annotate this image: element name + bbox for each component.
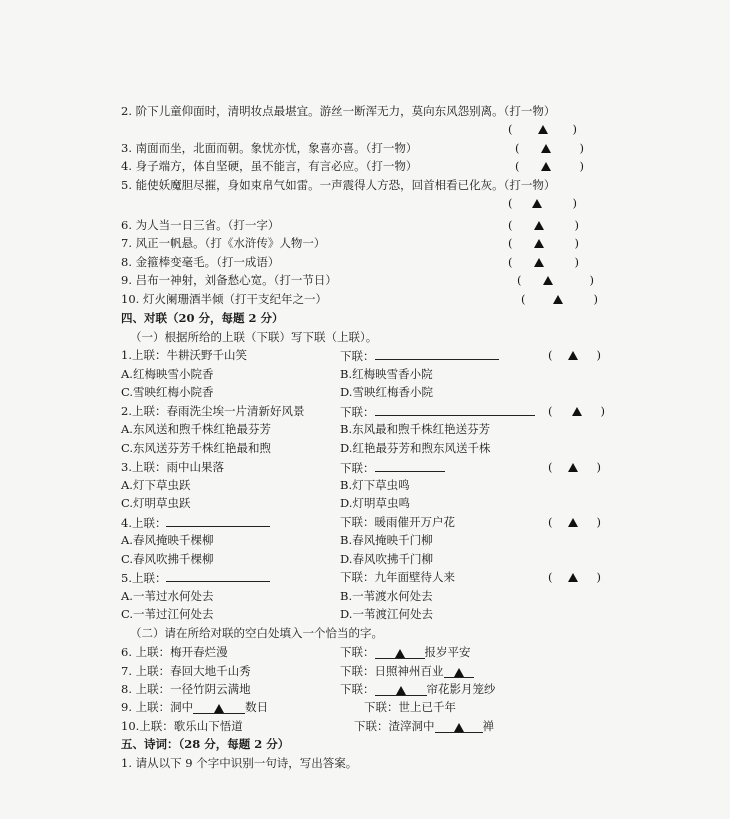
riddle-4: 4. 身子端方，体自坚硬，虽不能言，有言必应。（打一物） xyxy=(121,159,418,173)
choice-slot-2[interactable]: ( ) xyxy=(548,404,605,418)
answer-slot-8[interactable]: ( ) xyxy=(508,255,579,269)
triangle-icon xyxy=(568,463,578,472)
option-1a: A.红梅映雪小院香 xyxy=(121,367,214,381)
riddle-3: 3. 南面而坐，北面而朝。象忧亦忧，象喜亦喜。（打一物） xyxy=(121,141,418,155)
fill-7-lower[interactable]: 下联：日照神州百业 xyxy=(340,664,474,678)
fill-blank[interactable] xyxy=(444,665,474,678)
option-4b: B.春风掩映千门柳 xyxy=(340,533,433,547)
fill-blank[interactable] xyxy=(193,701,245,714)
couplet-5-given: 下联：九年面壁待人来 xyxy=(340,570,455,584)
triangle-icon xyxy=(534,221,544,230)
couplet-2-prompt: 2.上联：春雨洗尘埃一片清新好风景 xyxy=(121,404,305,418)
answer-slot-10[interactable]: ( ) xyxy=(521,292,598,306)
couplet-5-prompt[interactable]: 5.上联： xyxy=(121,570,270,585)
answer-slot-7[interactable]: ( ) xyxy=(508,236,579,250)
triangle-icon xyxy=(534,258,544,267)
riddle-7: 7. 风正一帆悬。（打《水浒传》人物一） xyxy=(121,236,326,250)
triangle-icon xyxy=(541,144,551,153)
triangle-icon xyxy=(568,351,578,360)
triangle-icon xyxy=(396,686,406,695)
option-5c: C.一苇过江何处去 xyxy=(121,607,214,621)
triangle-icon xyxy=(214,704,224,713)
couplet-2-answer[interactable]: 下联： xyxy=(340,404,535,419)
triangle-icon xyxy=(395,649,405,658)
fill-10-lower[interactable]: 下联：渣滓洞中 禅 xyxy=(354,719,494,733)
answer-slot-9[interactable]: ( ) xyxy=(517,273,594,287)
answer-slot-2[interactable]: ( ) xyxy=(508,122,577,136)
fill-6-upper: 6. 上联：梅开春烂漫 xyxy=(121,645,228,659)
choice-slot-3[interactable]: ( ) xyxy=(548,460,601,474)
couplet-4-prompt[interactable]: 4.上联： xyxy=(121,515,270,530)
option-4c: C.春风吹拂千棵柳 xyxy=(121,552,214,566)
riddle-9: 9. 吕布一神射，刘备愁心宽。（打一节日） xyxy=(121,273,337,287)
section4-heading: 四、对联（20 分，每题 2 分） xyxy=(121,311,284,325)
answer-slot-5[interactable]: ( ) xyxy=(508,196,577,210)
option-2c: C.东风送芬芳千株红艳最和煦 xyxy=(121,441,272,455)
option-3a: A.灯下草虫跃 xyxy=(121,478,191,492)
choice-slot-1[interactable]: ( ) xyxy=(548,348,601,362)
triangle-icon xyxy=(538,125,548,134)
answer-blank[interactable] xyxy=(375,460,445,472)
triangle-icon xyxy=(541,162,551,171)
fill-10-upper: 10.上联：歌乐山下悟道 xyxy=(121,719,243,733)
triangle-icon xyxy=(543,276,553,285)
choice-slot-5[interactable]: ( ) xyxy=(548,570,601,584)
fill-9-lower: 下联：世上已千年 xyxy=(364,700,456,714)
answer-slot-3[interactable]: ( ) xyxy=(515,141,584,155)
riddle-2: 2. 阶下儿童仰面时，清明妆点最堪宜。游丝一断浑无力，莫向东风怨别离。（打一物） xyxy=(121,104,556,118)
couplet-1-prompt: 1.上联：牛耕沃野千山笑 xyxy=(121,348,247,362)
triangle-icon xyxy=(454,723,464,732)
triangle-icon xyxy=(534,239,544,248)
fill-7-upper: 7. 上联：春回大地千山秀 xyxy=(121,664,251,678)
answer-blank[interactable] xyxy=(375,348,499,360)
option-3d: D.灯明草虫鸣 xyxy=(340,496,410,510)
option-5d: D.一苇渡江何处去 xyxy=(340,607,433,621)
fill-blank[interactable] xyxy=(375,683,427,696)
answer-slot-4[interactable]: ( ) xyxy=(515,159,584,173)
option-5a: A.一苇过水何处去 xyxy=(121,589,214,603)
fill-6-lower[interactable]: 下联： 报岁平安 xyxy=(340,645,471,659)
option-1b: B.红梅映雪香小院 xyxy=(340,367,433,381)
fill-blank[interactable] xyxy=(375,646,425,659)
choice-slot-4[interactable]: ( ) xyxy=(548,515,601,529)
section5-heading: 五、诗词：（28 分，每题 2 分） xyxy=(121,737,290,751)
option-2a: A.东风送和煦千株红艳最芬芳 xyxy=(121,422,271,436)
option-5b: B.一苇渡水何处去 xyxy=(340,589,433,603)
couplet-3-prompt: 3.上联：雨中山果落 xyxy=(121,460,224,474)
couplet-3-answer[interactable]: 下联： xyxy=(340,460,445,475)
couplet-4-given: 下联：暖雨催开万户花 xyxy=(340,515,455,529)
option-2b: B.东风最和煦千株红艳送芬芳 xyxy=(340,422,491,436)
couplet-1-answer[interactable]: 下联： xyxy=(340,348,499,363)
riddle-6: 6. 为人当一日三省。（打一字） xyxy=(121,218,280,232)
fill-blank[interactable] xyxy=(435,720,483,733)
option-4a: A.春风掩映千棵柳 xyxy=(121,533,214,547)
answer-blank[interactable] xyxy=(166,515,270,527)
fill-8-upper: 8. 上联：一径竹阴云满地 xyxy=(121,682,251,696)
answer-blank[interactable] xyxy=(166,570,270,582)
option-3c: C.灯明草虫跃 xyxy=(121,496,191,510)
option-1c: C.雪映红梅小院香 xyxy=(121,385,214,399)
triangle-icon xyxy=(572,407,582,416)
option-4d: D.春风吹拂千门柳 xyxy=(340,552,433,566)
riddle-10: 10. 灯火阑珊酒半倾（打干支纪年之一） xyxy=(121,292,327,306)
riddle-5: 5. 能使妖魔胆尽摧，身如束帛气如雷。一声震得人方恐，回首相看已化灰。（打一物） xyxy=(121,178,556,192)
riddle-8: 8. 金箍棒变毫毛。（打一成语） xyxy=(121,255,280,269)
option-2d: D.红艳最芬芳和煦东风送千株 xyxy=(340,441,491,455)
option-1d: D.雪映红梅香小院 xyxy=(340,385,433,399)
fill-8-lower[interactable]: 下联： 帘花影月笼纱 xyxy=(340,682,496,696)
option-3b: B.灯下草虫鸣 xyxy=(340,478,410,492)
triangle-icon xyxy=(532,199,542,208)
triangle-icon xyxy=(568,573,578,582)
section5-q1: 1. 请从以下 9 个字中识别一句诗，写出答案。 xyxy=(121,756,358,770)
triangle-icon xyxy=(553,295,563,304)
answer-blank[interactable] xyxy=(375,404,535,416)
answer-slot-6[interactable]: ( ) xyxy=(508,218,579,232)
section4-part1: （一）根据所给的上联（下联）写下联（上联）。 xyxy=(130,330,378,344)
triangle-icon xyxy=(568,518,578,527)
triangle-icon xyxy=(454,668,464,677)
fill-9-upper[interactable]: 9. 上联：洞中 数日 xyxy=(121,700,269,714)
section4-part2: （二）请在所给对联的空白处填入一个恰当的字。 xyxy=(130,626,383,640)
